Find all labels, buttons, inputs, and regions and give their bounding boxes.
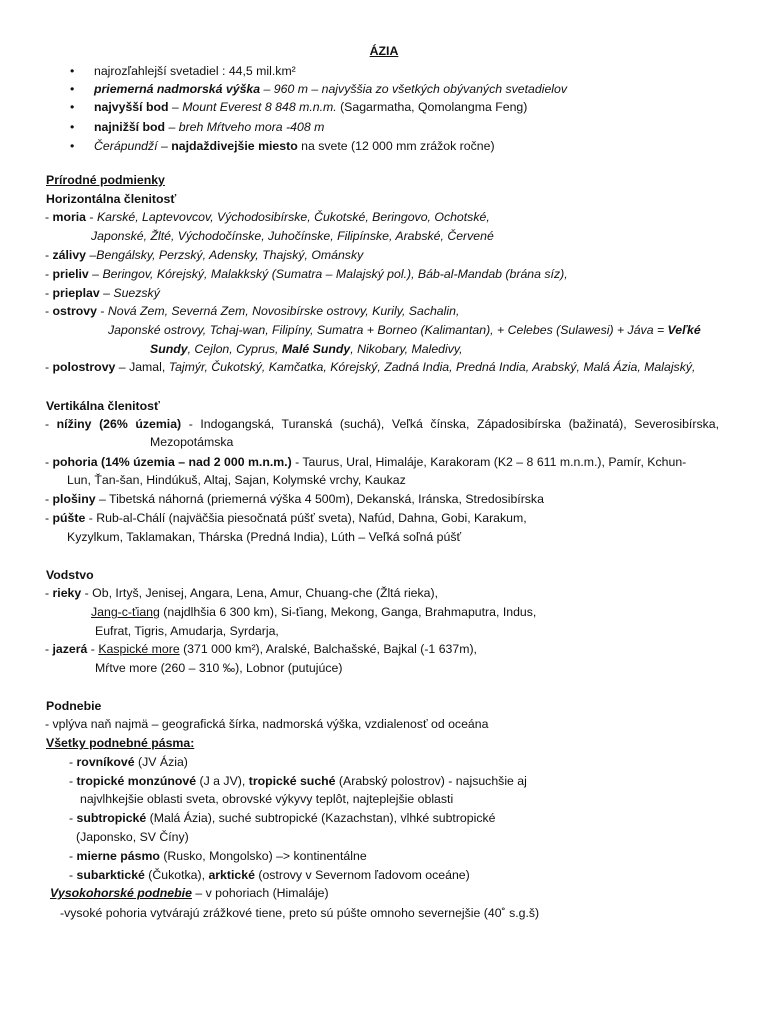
term: subarktické xyxy=(76,868,145,882)
bullet-rainiest xyxy=(94,137,495,155)
term: tropické monzúnové xyxy=(76,774,197,788)
dash: – xyxy=(99,286,114,300)
term: rovníkové xyxy=(76,755,135,769)
list-text: - Ob, Irtyš, Jenisej, Angara, Lena, Amur, Chuang-che (Žltá rieka), xyxy=(81,586,439,600)
dash: - xyxy=(87,642,99,656)
line-zalivy xyxy=(45,246,363,264)
list-text: Eufrat, Tigris, Amudarja, Syrdarja, xyxy=(95,624,279,638)
line-niziny xyxy=(45,415,719,433)
subheading-vertical xyxy=(46,397,160,415)
list-text: (371 000 km²), Aralské, Balchašské, Bajkal (-1 637m), xyxy=(179,642,477,656)
line-vysokohorske-cont xyxy=(60,904,539,922)
line-niziny-cont xyxy=(150,433,233,451)
list-text: – Jamal, xyxy=(115,360,169,374)
term: arktické xyxy=(208,868,255,882)
list-text: (JV Ázia) xyxy=(134,755,188,769)
list-text: – v pohoriach (Himaláje) xyxy=(191,886,329,900)
list-text: Mezopotámska xyxy=(150,435,234,449)
term: tropické suché xyxy=(248,774,336,788)
line-subarkticke xyxy=(69,866,470,884)
list-text: Bengálsky, Perzský, Adensky, Thajský, Ománsky xyxy=(96,248,364,262)
subheading-horizontal xyxy=(46,190,176,208)
line-pohoria xyxy=(45,453,686,471)
list-text: (Japonsko, SV Číny) xyxy=(76,830,189,844)
dash: - xyxy=(45,210,53,224)
dash: - xyxy=(69,811,77,825)
area-text: najrozľahlejší svetadiel : 44,5 mil.km² xyxy=(94,64,296,78)
term: Sundy xyxy=(150,342,188,356)
list-text: (Arabský polostrov) - najsuchšie aj xyxy=(335,774,527,788)
line-prieplav xyxy=(45,284,160,302)
term: Jang-c-ťiang xyxy=(91,605,160,619)
dash: - xyxy=(45,286,53,300)
line-vysokohorske xyxy=(50,884,329,902)
heading-text: Vodstvo xyxy=(46,568,94,582)
bullet-area xyxy=(94,62,296,80)
term: zálivy xyxy=(52,248,87,262)
rainiest-label: najdaždivejšie miesto xyxy=(171,139,298,153)
heading-text: Vertikálna členitosť xyxy=(46,399,160,413)
term: plošiny xyxy=(52,492,96,506)
bullet-highest xyxy=(94,98,527,116)
term: polostrovy xyxy=(52,360,116,374)
list-text: Tajmýr, Čukotský, Kamčatka, Kórejský, Zadná India, Predná India, Arabský, Malá Ázia, Malajský, xyxy=(168,360,696,374)
dash: - xyxy=(69,755,77,769)
term: subtropické xyxy=(76,811,147,825)
list-text: , Nikobary, Maledivy, xyxy=(350,342,463,356)
term: nížiny (26% územia) xyxy=(56,417,182,431)
line-podnebie-factors xyxy=(45,715,488,733)
term: Malé Sundy xyxy=(281,342,351,356)
term: prieliv xyxy=(52,267,89,281)
list-text: - vplýva naň najmä – geografická šírka, nadmorská výška, vzdialenosť od oceána xyxy=(45,717,489,731)
term: Kaspické more xyxy=(98,642,180,656)
dash: - xyxy=(69,849,77,863)
line-polostrovy xyxy=(45,358,695,376)
list-text: Karské, Laptevovcov, Východosibírske, Čukotské, Beringovo, Ochotské, xyxy=(96,210,490,224)
dash: – xyxy=(86,248,97,262)
heading-text: Prírodné podmienky xyxy=(46,173,165,187)
line-moria-cont xyxy=(91,227,494,245)
dash: – xyxy=(168,100,183,114)
cherrapunji: Čerápundží xyxy=(94,139,158,153)
list-text: Nová Zem, Severná Zem, Novosibírske ostrovy, Kurily, Sachalin, xyxy=(107,304,460,318)
list-text: – Tibetská náhorná (priemerná výška 4 500m), Dekanská, Iránska, Stredosibírska xyxy=(95,492,544,506)
line-ostrovy-cont xyxy=(108,321,701,339)
lowest-label: najnižší bod xyxy=(94,120,166,134)
heading-text: Horizontálna členitosť xyxy=(46,192,177,206)
list-text: Suezský xyxy=(113,286,160,300)
dead-sea-text: breh Mŕtveho mora -408 m xyxy=(178,120,325,134)
everest-text: Mount Everest 8 848 m.n.m. xyxy=(182,100,337,114)
list-text: - Indogangská, Turanská (suchá), Veľká čínska, Západosibírska (bažinatá), Severosibírska, xyxy=(181,417,719,431)
line-jazera xyxy=(45,640,477,658)
dash: - xyxy=(45,304,53,318)
dash: - xyxy=(45,455,53,469)
dash: – xyxy=(165,120,179,134)
dash: - xyxy=(45,492,53,506)
altitude-label: priemerná nadmorská výška xyxy=(94,82,261,96)
list-text: (Malá Ázia), suché subtropické (Kazachstan), vlhké subtropické xyxy=(146,811,496,825)
dash: - xyxy=(45,417,57,431)
line-subtropicke-cont xyxy=(76,828,189,846)
list-text: Japonské, Žlté, Východočínske, Juhočínske, Filipínske, Arabské, Červené xyxy=(91,229,494,243)
highest-label: najvyšší bod xyxy=(94,100,169,114)
line-puste-cont xyxy=(67,528,461,546)
dash: - xyxy=(96,304,108,318)
term: mierne pásmo xyxy=(76,849,160,863)
term: ostrovy xyxy=(52,304,97,318)
term: púšte xyxy=(52,511,86,525)
list-text: - Taurus, Ural, Himaláje, Karakoram (K2 – 8 611 m.n.m.), Pamír, Kchun- xyxy=(291,455,687,469)
list-text: Lun, Ťan-šan, Hindúkuš, Altaj, Sajan, Kolymské vrchy, Kaukaz xyxy=(67,473,406,487)
list-text: Mŕtve more (260 – 310 ‰), Lobnor (putujúce) xyxy=(95,661,343,675)
line-tropicke xyxy=(69,772,527,790)
heading-text: Všetky podnebné pásma: xyxy=(46,736,195,750)
section-heading-podnebie xyxy=(46,697,101,715)
section-heading-vodstvo xyxy=(46,566,94,584)
page-title: ÁZIA xyxy=(369,44,399,58)
dash: - xyxy=(45,642,53,656)
term: jazerá xyxy=(52,642,88,656)
term: moria xyxy=(52,210,87,224)
dash: - xyxy=(69,774,77,788)
list-text: - Rub-al-Chálí (najväčšia piesočnatá púšť sveta), Nafúd, Dahna, Gobi, Karakum, xyxy=(85,511,527,525)
list-text: (J a JV), xyxy=(196,774,249,788)
dash: - xyxy=(45,360,53,374)
bullet-altitude xyxy=(94,80,567,98)
list-text: Kyzylkum, Taklamakan, Thárska (Predná India), Lúth – Veľká soľná púšť xyxy=(67,530,462,544)
line-pohoria-cont xyxy=(67,471,406,489)
list-text: (najdlhšia 6 300 km), Si-ťiang, Mekong, Ganga, Brahmaputra, Indus, xyxy=(159,605,537,619)
heading-text: Podnebie xyxy=(46,699,102,713)
line-prieliv xyxy=(45,265,568,283)
bullet-lowest xyxy=(94,118,324,136)
term: pohoria (14% územia – nad 2 000 m.n.m.) xyxy=(52,455,292,469)
line-mierne xyxy=(69,847,367,865)
dash: - xyxy=(69,868,77,882)
line-rieky-cont xyxy=(91,603,536,621)
line-subtropicke xyxy=(69,809,495,827)
line-ostrovy-cont2 xyxy=(150,340,463,358)
altitude-text: – 960 m – najvyššia zo všetkých obývaných svetadielov xyxy=(260,82,568,96)
line-puste xyxy=(45,509,527,527)
dash: – xyxy=(157,139,172,153)
term: prieplav xyxy=(52,286,100,300)
list-text: Beringov, Kórejský, Malakkský (Sumatra – Malajský pol.), Báb-al-Mandab (brána síz), xyxy=(102,267,568,281)
line-rieky-cont2 xyxy=(95,622,279,640)
dash: - xyxy=(45,511,53,525)
everest-names: (Sagarmatha, Qomolangma Feng) xyxy=(336,100,528,114)
line-ostrovy xyxy=(45,302,459,320)
line-tropicke-cont xyxy=(80,790,453,808)
rainiest-text: na svete (12 000 mm zrážok ročne) xyxy=(297,139,495,153)
dash: - xyxy=(45,267,53,281)
term: Veľké xyxy=(667,323,701,337)
line-plosiny xyxy=(45,490,544,508)
list-text: najvlhkejšie oblasti sveta, obrovské výkyvy teplôt, najteplejšie oblasti xyxy=(80,792,454,806)
subheading-pasma xyxy=(46,734,194,752)
line-rovnikove xyxy=(69,753,188,771)
list-text: (Rusko, Mongolsko) –> kontinentálne xyxy=(159,849,367,863)
dash: - xyxy=(86,210,97,224)
line-moria xyxy=(45,208,490,226)
term: rieky xyxy=(52,586,82,600)
list-text: Japonské ostrovy, Tchaj-wan, Filipíny, Sumatra + Borneo (Kalimantan), + Celebes (Sulawesi) + Jáva = xyxy=(108,323,668,337)
list-text: -vysoké pohoria vytvárajú zrážkové tiene, preto sú púšte omnoho severnejšie (40˚ s.g.š) xyxy=(60,906,540,920)
dash: – xyxy=(88,267,103,281)
dash: - xyxy=(45,586,53,600)
list-text: (ostrovy v Severnom ľadovom oceáne) xyxy=(254,868,470,882)
term: Vysokohorské podnebie xyxy=(50,886,192,900)
dash: - xyxy=(45,248,53,262)
line-rieky xyxy=(45,584,438,602)
list-text: , Cejlon, Cyprus, xyxy=(187,342,282,356)
section-heading-prirodne xyxy=(46,171,165,189)
list-text: (Čukotka), xyxy=(144,868,209,882)
line-jazera-cont xyxy=(95,659,342,677)
